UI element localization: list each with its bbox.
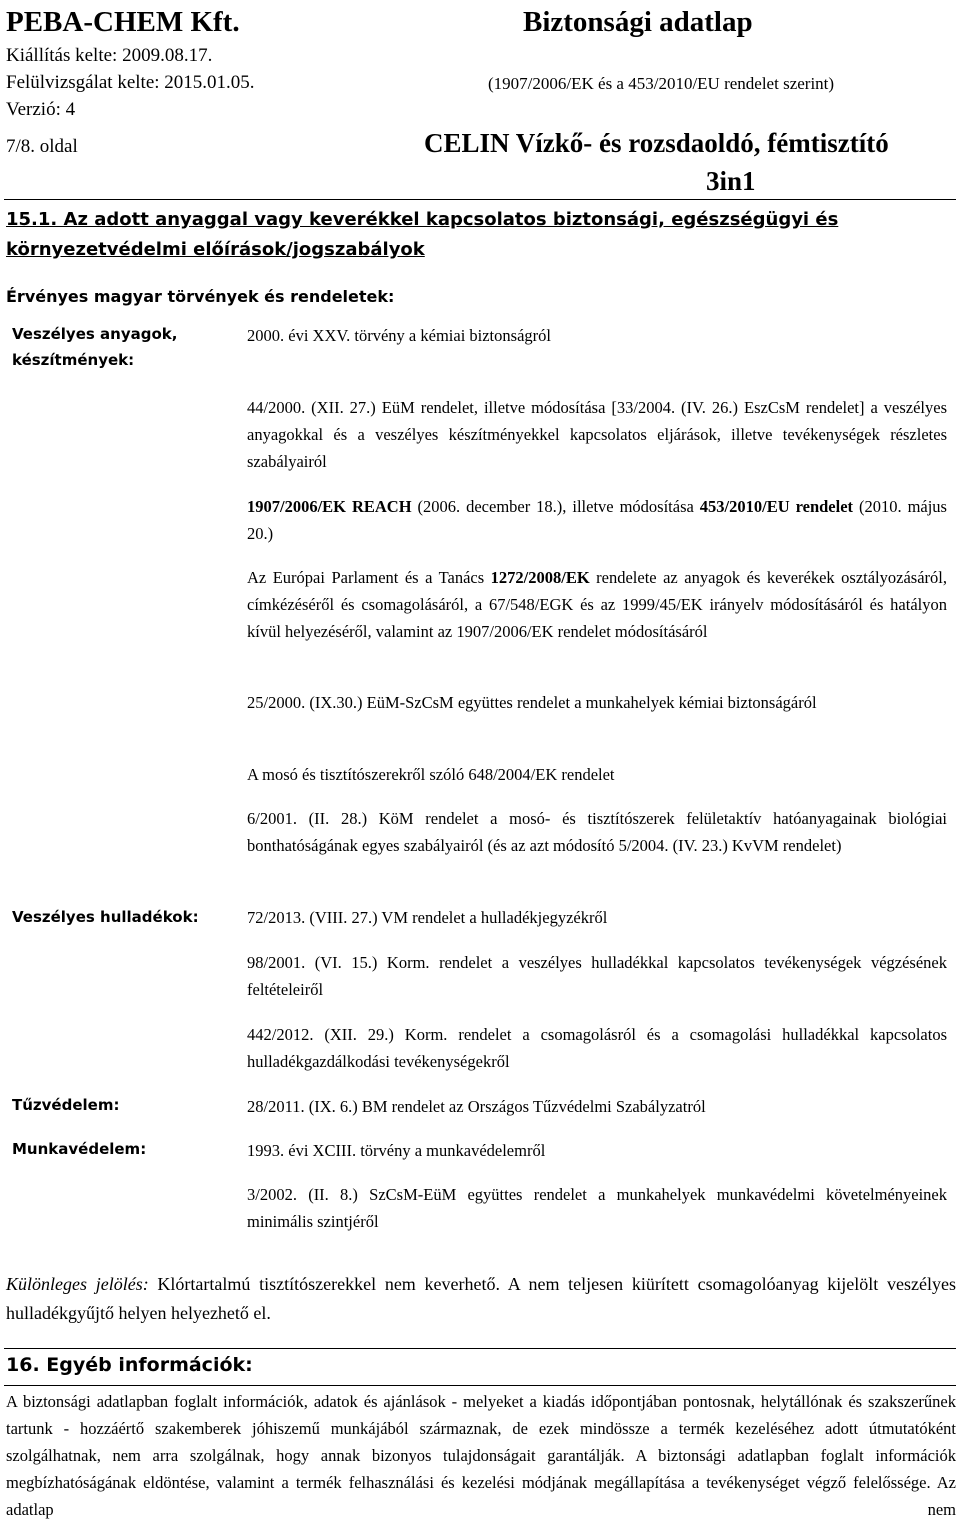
regulation-entry: 3/2002. (II. 8.) SzCsM-EüM együttes rendelet a munkahelyek munkavédelmi követelményeinek minimális szintjéről: [247, 1185, 947, 1231]
section-16-heading: 16. Egyéb információk:: [6, 1354, 253, 1376]
regulation-entry: 1993. évi XCIII. törvény a munkavédelemről: [247, 1141, 546, 1160]
regulation-entry: 72/2013. (VIII. 27.) VM rendelet a hulladékjegyzékről: [247, 908, 608, 927]
section-16-divider: [4, 1348, 956, 1349]
product-name-suffix: 3in1: [706, 166, 756, 196]
regulation-entry: 2000. évi XXV. törvény a kémiai biztonságról: [247, 326, 551, 345]
regulation-text: (2010. május 20.): [247, 497, 947, 543]
document-title: Biztonsági adatlap: [523, 6, 753, 38]
label-hazardous-waste: Veszélyes hulladékok:: [12, 908, 199, 926]
regulation-entry: 28/2011. (IX. 6.) BM rendelet az Országos Tűzvédelmi Szabályzatról: [247, 1097, 706, 1116]
regulation-code: 453/2010/EU rendelet: [699, 497, 854, 516]
page-number: 7/8. oldal: [6, 136, 78, 157]
regulation-entry: 6/2001. (II. 28.) KöM rendelet a mosó- és tisztítószerek felületaktív hatóanyagainak biológiai bonthatóságának egyes szabályairól (és az azt módosító 5/2004. (IV. 23.) KvVM rendelet): [247, 809, 947, 855]
regulation-entry: 442/2012. (XII. 29.) Korm. rendelet a csomagolásról és a csomagolási hulladékkal kapcsolatos hulladékgazdálkodási tevékenységekről: [247, 1025, 947, 1071]
section-16-heading-underline: [4, 1385, 956, 1386]
regulation-text: Az Európai Parlament és a Tanács: [247, 568, 491, 587]
regulation-code: 1272/2008/EK: [490, 568, 590, 587]
valid-laws-heading: Érvényes magyar törvények és rendeletek:: [6, 287, 395, 306]
special-labeling-label: Különleges jelölés:: [6, 1274, 149, 1294]
section-16-text: A biztonsági adatlapban foglalt információk, adatok és ajánlások - melyeket a kiadás időpontjában pontosnak, helytállónak és szakszerűnek tartunk - hozzáértő szakemberek jóhiszemű munkájából származnak, de ezek mindössze a termék kezeléséhez adott útmutatóként szolgálhatnak, nem arra szolgálnak, hogy annak bizonyos tulajdonságait garantálják. A biztonsági adatlapban foglalt információk megbízhatóságának eldöntése, valamint a termék felhasználási és kezelési módjának megállapítása a tevékenységet végző felelőssége. Az adatlap nem: [6, 1392, 956, 1519]
regulation-text: (2006. december 18.), illetve módosítása: [411, 497, 700, 516]
product-name: CELIN Vízkő- és rozsdaoldó, fémtisztító: [424, 128, 889, 158]
label-work-safety: Munkavédelem:: [12, 1140, 147, 1158]
section-15-1-heading: 15.1. Az adott anyaggal vagy keverékkel kapcsolatos biztonsági, egészségügyi és környezetvédelmi előírások/jogszabályok: [6, 209, 839, 260]
regulation-entry: [247, 493, 947, 547]
regulation-text: rendelete az anyagok és keverékek osztályozásáról, címkézéséről és csomagolásáról, a 67/548/EGK és az 1999/45/EK irányelv módosításáról és hatályon kívül helyezéséről, valamint az 1907/2006/EK rendelet módosításáról: [247, 568, 947, 641]
issue-date: Kiállítás kelte: 2009.08.17.: [6, 45, 213, 66]
special-labeling-note: [6, 1270, 956, 1328]
company-name: PEBA-CHEM Kft.: [6, 6, 240, 38]
version: Verzió: 4: [6, 99, 76, 120]
regulation-entry: 44/2000. (XII. 27.) EüM rendelet, illetve módosítása [33/2004. (IV. 26.) EszCsM rendelet] a veszélyes anyagokkal és a veszélyes készítményekkel kapcsolatos eljárások, illetve tevékenységek részletes szabályairól: [247, 398, 947, 471]
regulation-entry: [247, 564, 947, 645]
regulation-entry: 25/2000. (IX.30.) EüM-SzCsM együttes rendelet a munkahelyek kémiai biztonságáról: [247, 693, 817, 712]
regulation-reference: (1907/2006/EK és a 453/2010/EU rendelet szerint): [488, 74, 835, 93]
special-labeling-text: Klórtartalmú tisztítószerekkel nem keverhető. A nem teljesen kiürített csomagolóanyag kijelölt veszélyes hulladékgyűjtő helyen helyezhető el.: [6, 1274, 956, 1323]
regulation-code: 1907/2006/EK REACH: [247, 497, 412, 516]
label-fire-protection: Tűzvédelem:: [12, 1096, 120, 1114]
header-divider: [4, 199, 956, 200]
label-hazardous-substances: Veszélyes anyagok, készítmények:: [12, 325, 178, 369]
regulation-entry: A mosó és tisztítószerekről szóló 648/2004/EK rendelet: [247, 765, 615, 784]
revision-date: Felülvizsgálat kelte: 2015.01.05.: [6, 72, 255, 93]
regulation-entry: 98/2001. (VI. 15.) Korm. rendelet a veszélyes hulladékkal kapcsolatos tevékenységek végzésének feltételeiről: [247, 953, 947, 999]
